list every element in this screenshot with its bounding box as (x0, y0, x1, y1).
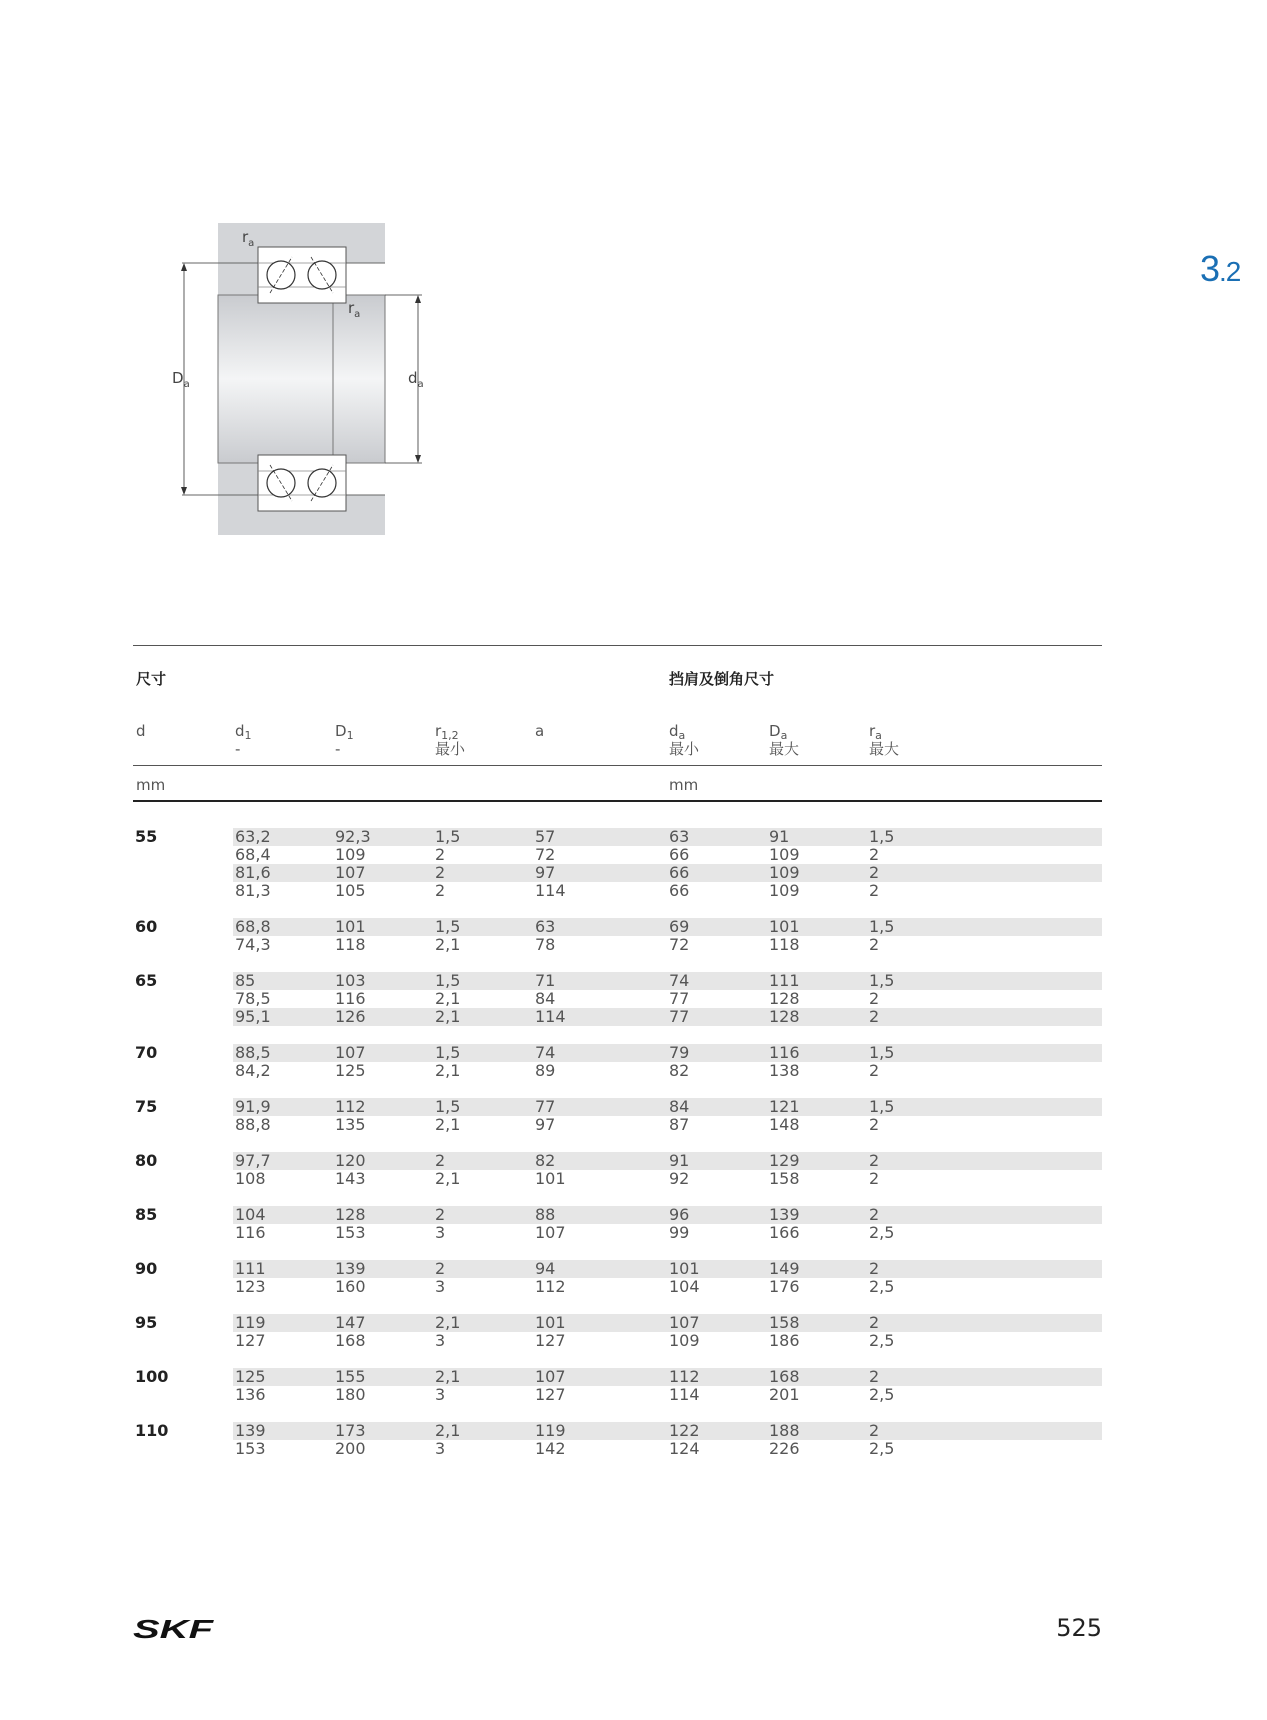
table-cell: 78 (535, 935, 556, 954)
table-row (133, 1332, 1102, 1350)
table-cell: 2 (435, 845, 446, 864)
table-cell: 125 (335, 1061, 366, 1080)
table-cell: 2 (869, 1205, 880, 1224)
table-cell: 2 (869, 1169, 880, 1188)
Da-label: $D_a$ (172, 369, 190, 390)
size-group (133, 972, 1102, 1026)
table-cell: 109 (769, 845, 800, 864)
table-cell: 2,1 (435, 1115, 461, 1134)
size-group (133, 1098, 1102, 1134)
table-cell: 3 (435, 1223, 446, 1242)
table-cell: 3 (435, 1439, 446, 1458)
table-cell: 139 (769, 1205, 800, 1224)
table-cell: 127 (235, 1331, 266, 1350)
size-group (133, 918, 1102, 954)
ra-mid-label: $r_a$ (348, 299, 361, 320)
table-cell: 200 (335, 1439, 366, 1458)
table-cell: 104 (669, 1277, 700, 1296)
table-cell: 226 (769, 1439, 800, 1458)
table-row (133, 1062, 1102, 1080)
column-header: $r_a$ 最大 (869, 722, 900, 758)
table-cell: 123 (235, 1277, 266, 1296)
table-cell: 2,5 (869, 1223, 895, 1242)
table-cell: 101 (535, 1313, 566, 1332)
table-row (133, 1260, 1102, 1278)
table-cell: 1,5 (435, 917, 461, 936)
table-cell: 143 (335, 1169, 366, 1188)
table-cell: 135 (335, 1115, 366, 1134)
table-cell: 91 (769, 827, 790, 846)
table-cell: 139 (335, 1259, 366, 1278)
group-header-dimensions: 尺寸 (136, 670, 167, 688)
table-cell: 158 (769, 1313, 800, 1332)
column-header: $D_1$ - (335, 722, 354, 758)
table-row (133, 1278, 1102, 1296)
upper-bearing (258, 247, 346, 303)
bore-diameter: 100 (135, 1367, 169, 1386)
table-cell: 103 (335, 971, 366, 990)
table-row (133, 1152, 1102, 1170)
table-row (133, 1098, 1102, 1116)
table-cell: 114 (669, 1385, 700, 1404)
table-cell: 2,1 (435, 1367, 461, 1386)
units-rule (133, 800, 1102, 802)
table-cell: 149 (769, 1259, 800, 1278)
section-number: 3.2 (1200, 248, 1241, 289)
table-cell: 97 (535, 1115, 556, 1134)
table-cell: 74 (535, 1043, 556, 1062)
bore-diameter: 55 (135, 827, 158, 846)
table-cell: 2 (435, 863, 446, 882)
table-cell: 63 (669, 827, 690, 846)
table-row (133, 936, 1102, 954)
table-cell: 105 (335, 881, 366, 900)
table-cell: 2 (869, 935, 880, 954)
table-cell: 136 (235, 1385, 266, 1404)
table-cell: 153 (235, 1439, 266, 1458)
table-top-rule (133, 645, 1102, 646)
table-cell: 2,1 (435, 1421, 461, 1440)
size-group (133, 1044, 1102, 1080)
table-cell: 1,5 (869, 1097, 895, 1116)
table-cell: 63,2 (235, 827, 271, 846)
table-cell: 104 (235, 1205, 266, 1224)
table-cell: 2 (435, 1151, 446, 1170)
table-cell: 148 (769, 1115, 800, 1134)
header-rule (133, 765, 1102, 766)
table-cell: 94 (535, 1259, 556, 1278)
bore-diameter: 60 (135, 917, 158, 936)
size-group (133, 1422, 1102, 1458)
table-row (133, 918, 1102, 936)
table-cell: 99 (669, 1223, 690, 1242)
table-cell: 128 (769, 1007, 800, 1026)
table-cell: 119 (235, 1313, 266, 1332)
table-cell: 186 (769, 1331, 800, 1350)
size-group (133, 1152, 1102, 1188)
table-cell: 81,6 (235, 863, 271, 882)
table-cell: 127 (535, 1385, 566, 1404)
size-group (133, 1260, 1102, 1296)
table-cell: 84,2 (235, 1061, 271, 1080)
table-cell: 95,1 (235, 1007, 271, 1026)
table-cell: 69 (669, 917, 690, 936)
table-cell: 153 (335, 1223, 366, 1242)
units-left: mm (136, 776, 166, 794)
table-cell: 2 (435, 881, 446, 900)
table-cell: 112 (669, 1367, 700, 1386)
table-cell: 66 (669, 881, 690, 900)
table-cell: 111 (235, 1259, 266, 1278)
table-cell: 1,5 (869, 1043, 895, 1062)
table-cell: 111 (769, 971, 800, 990)
table-cell: 2 (869, 1151, 880, 1170)
table-cell: 107 (535, 1367, 566, 1386)
table-cell: 119 (535, 1421, 566, 1440)
table-cell: 89 (535, 1061, 556, 1080)
table-row (133, 972, 1102, 990)
bearing-mounting-diagram (170, 215, 440, 545)
table-cell: 124 (669, 1439, 700, 1458)
table-cell: 1,5 (435, 971, 461, 990)
bore-diameter: 70 (135, 1043, 158, 1062)
bore-diameter: 80 (135, 1151, 158, 1170)
table-cell: 129 (769, 1151, 800, 1170)
table-cell: 84 (669, 1097, 690, 1116)
table-cell: 118 (335, 935, 366, 954)
table-cell: 120 (335, 1151, 366, 1170)
table-cell: 158 (769, 1169, 800, 1188)
table-cell: 107 (669, 1313, 700, 1332)
table-cell: 180 (335, 1385, 366, 1404)
table-cell: 2,1 (435, 989, 461, 1008)
table-cell: 2,5 (869, 1277, 895, 1296)
size-group (133, 1314, 1102, 1350)
table-cell: 2 (869, 845, 880, 864)
page-number: 525 (1056, 1614, 1102, 1642)
table-cell: 138 (769, 1061, 800, 1080)
table-cell: 107 (335, 863, 366, 882)
bore-diameter: 65 (135, 971, 158, 990)
table-cell: 84 (535, 989, 556, 1008)
lower-bearing (258, 455, 346, 511)
table-row (133, 1368, 1102, 1386)
da-label: $d_a$ (408, 369, 424, 390)
table-row (133, 828, 1102, 846)
table-cell: 91,9 (235, 1097, 271, 1116)
svg-text:SKF: SKF (133, 1618, 215, 1642)
table-cell: 122 (669, 1421, 700, 1440)
table-cell: 82 (669, 1061, 690, 1080)
table-cell: 121 (769, 1097, 800, 1116)
table-cell: 2 (869, 1313, 880, 1332)
table-row (133, 1206, 1102, 1224)
table-cell: 126 (335, 1007, 366, 1026)
table-cell: 116 (235, 1223, 266, 1242)
table-row (133, 1044, 1102, 1062)
table-cell: 2,1 (435, 1061, 461, 1080)
table-cell: 66 (669, 845, 690, 864)
table-cell: 128 (335, 1205, 366, 1224)
table-row (133, 864, 1102, 882)
table-row (133, 1440, 1102, 1458)
table-cell: 188 (769, 1421, 800, 1440)
table-cell: 114 (535, 881, 566, 900)
table-cell: 2,5 (869, 1385, 895, 1404)
table-cell: 101 (669, 1259, 700, 1278)
table-cell: 77 (669, 989, 690, 1008)
table-cell: 2 (869, 1115, 880, 1134)
table-cell: 114 (535, 1007, 566, 1026)
table-cell: 77 (535, 1097, 556, 1116)
table-cell: 128 (769, 989, 800, 1008)
table-cell: 3 (435, 1385, 446, 1404)
bore-diameter: 90 (135, 1259, 158, 1278)
table-row (133, 846, 1102, 864)
table-row (133, 1422, 1102, 1440)
table-row (133, 882, 1102, 900)
table-cell: 116 (769, 1043, 800, 1062)
table-cell: 2 (435, 1205, 446, 1224)
table-cell: 3 (435, 1331, 446, 1350)
column-header: $r_{1,2}$ 最小 (435, 722, 466, 758)
table-cell: 2,1 (435, 935, 461, 954)
table-cell: 109 (769, 881, 800, 900)
table-cell: 155 (335, 1367, 366, 1386)
table-cell: 201 (769, 1385, 800, 1404)
table-cell: 168 (335, 1331, 366, 1350)
table-row (133, 1008, 1102, 1026)
table-cell: 63 (535, 917, 556, 936)
table-cell: 2,1 (435, 1007, 461, 1026)
table-row (133, 990, 1102, 1008)
column-header: $D_a$ 最大 (769, 722, 800, 758)
table-cell: 1,5 (869, 917, 895, 936)
table-cell: 2 (869, 1007, 880, 1026)
table-cell: 88,5 (235, 1043, 271, 1062)
table-cell: 1,5 (435, 1043, 461, 1062)
table-cell: 112 (535, 1277, 566, 1296)
skf-logo (133, 1618, 215, 1642)
bore-diameter: 75 (135, 1097, 158, 1116)
table-cell: 96 (669, 1205, 690, 1224)
table-cell: 82 (535, 1151, 556, 1170)
column-header: $d_a$ 最小 (669, 722, 700, 758)
table-cell: 57 (535, 827, 556, 846)
bore-diameter: 110 (135, 1421, 169, 1440)
group-header-abutment: 挡肩及倒角尺寸 (669, 670, 775, 688)
table-row (133, 1314, 1102, 1332)
data-table (133, 828, 1102, 1476)
table-cell: 127 (535, 1331, 566, 1350)
table-cell: 97,7 (235, 1151, 271, 1170)
table-cell: 2 (869, 1367, 880, 1386)
column-header: a (535, 722, 545, 740)
table-cell: 77 (669, 1007, 690, 1026)
table-cell: 109 (335, 845, 366, 864)
table-cell: 1,5 (869, 827, 895, 846)
bore-diameter: 85 (135, 1205, 158, 1224)
table-cell: 139 (235, 1421, 266, 1440)
table-cell: 71 (535, 971, 556, 990)
table-cell: 2 (869, 989, 880, 1008)
table-cell: 91 (669, 1151, 690, 1170)
table-cell: 176 (769, 1277, 800, 1296)
table-cell: 92,3 (335, 827, 371, 846)
table-cell: 72 (669, 935, 690, 954)
units-right: mm (669, 776, 699, 794)
table-cell: 1,5 (435, 827, 461, 846)
table-cell: 79 (669, 1043, 690, 1062)
size-group (133, 828, 1102, 900)
table-cell: 109 (669, 1331, 700, 1350)
size-group (133, 1206, 1102, 1242)
table-cell: 2,1 (435, 1313, 461, 1332)
table-row (133, 1116, 1102, 1134)
bore-diameter: 95 (135, 1313, 158, 1332)
table-cell: 92 (669, 1169, 690, 1188)
table-cell: 112 (335, 1097, 366, 1116)
column-header: d (136, 722, 146, 740)
table-cell: 107 (535, 1223, 566, 1242)
table-cell: 74 (669, 971, 690, 990)
table-cell: 2 (869, 1421, 880, 1440)
column-header: $d_1$ - (235, 722, 252, 758)
table-cell: 1,5 (869, 971, 895, 990)
table-cell: 66 (669, 863, 690, 882)
table-cell: 2,5 (869, 1331, 895, 1350)
table-cell: 74,3 (235, 935, 271, 954)
table-cell: 147 (335, 1313, 366, 1332)
table-row (133, 1224, 1102, 1242)
table-cell: 160 (335, 1277, 366, 1296)
table-cell: 166 (769, 1223, 800, 1242)
table-cell: 2,1 (435, 1169, 461, 1188)
table-cell: 78,5 (235, 989, 271, 1008)
table-cell: 2 (869, 1259, 880, 1278)
table-cell: 2 (869, 1061, 880, 1080)
table-cell: 101 (535, 1169, 566, 1188)
table-cell: 88 (535, 1205, 556, 1224)
table-cell: 118 (769, 935, 800, 954)
ra-top-label: $r_a$ (242, 228, 255, 249)
size-group (133, 1368, 1102, 1404)
table-cell: 125 (235, 1367, 266, 1386)
table-cell: 109 (769, 863, 800, 882)
table-cell: 87 (669, 1115, 690, 1134)
table-row (133, 1170, 1102, 1188)
table-cell: 68,4 (235, 845, 271, 864)
table-cell: 168 (769, 1367, 800, 1386)
table-cell: 2 (869, 881, 880, 900)
table-cell: 107 (335, 1043, 366, 1062)
table-cell: 2 (869, 863, 880, 882)
table-cell: 68,8 (235, 917, 271, 936)
table-cell: 101 (769, 917, 800, 936)
table-cell: 2 (435, 1259, 446, 1278)
table-cell: 72 (535, 845, 556, 864)
table-cell: 97 (535, 863, 556, 882)
table-cell: 88,8 (235, 1115, 271, 1134)
table-cell: 116 (335, 989, 366, 1008)
table-cell: 81,3 (235, 881, 271, 900)
table-cell: 3 (435, 1277, 446, 1296)
table-cell: 101 (335, 917, 366, 936)
table-cell: 108 (235, 1169, 266, 1188)
table-cell: 2,5 (869, 1439, 895, 1458)
table-row (133, 1386, 1102, 1404)
table-cell: 85 (235, 971, 256, 990)
table-cell: 173 (335, 1421, 366, 1440)
table-cell: 142 (535, 1439, 566, 1458)
table-cell: 1,5 (435, 1097, 461, 1116)
